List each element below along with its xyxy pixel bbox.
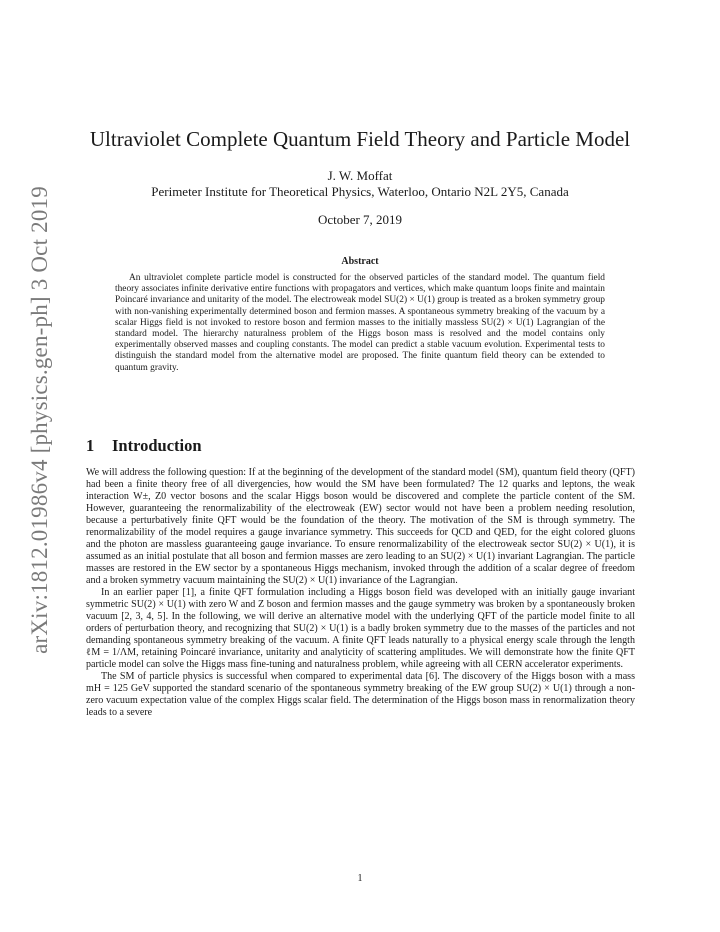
author-affiliation: Perimeter Institute for Theoretical Physics, Waterloo, Ontario N2L 2Y5, Canada (151, 184, 569, 199)
paragraph: In an earlier paper [1], a finite QFT formulation including a Higgs boson field was developed with an initially gauge invariant symmetric SU(2) × U(1) with zero W and Z boson and fermion masses and the gauge symmetry was broken by a spontaneously broken vacuum [2, 3, 4, 5]. In the following, we will derive an alternative model with the underlying QFT of the particle model finite to all orders of perturbation theory, and recognizing that SU(2) × U(1) is a badly broken symmetry due to the masses of the particles and not demanding spontaneous symmetry breaking of the vacuum. A finite QFT leads naturally to a physical energy scale through the length ℓM = 1/ΛM, retaining Poincaré invariance, unitarity and analyticity of scattering amplitudes. We will demonstrate how the finite QFT particle model can solve the Higgs mass fine-tuning and naturalness problem, while agreeing with all CERN accelerator experiments. (86, 587, 635, 670)
paragraph: We will address the following question: If at the beginning of the development of the standard model (SM), quantum field theory (QFT) had been a finite theory free of all divergencies, how would the SM have been formulated? The 12 quarks and leptons, the weak interaction W±, Z0 vector bosons and the scalar Higgs boson would be discovered and complete the particle content of the SM. However, guaranteeing the renormalizability of the electroweak (EW) sector would not have been a problem needing resolution, because a perturbatively finite QFT would be the foundation of the theory. The motivation of the SM is through symmetry. The renormalizability of the model requires a gauge invariance symmetry. This succeeds for QCD and QED, for the eight colored gluons and the photon are massless guaranteeing gauge invariance. To ensure renormalizability of the electroweak sector SU(2) × U(1), it is assumed as an initial postulate that all boson and fermion masses are zero leading to an SU(2) × U(1) invariant Lagrangian. The particle masses are restored in the EW sector by a spontaneous Higgs mechanism, invoked through the addition of a scalar degree of freedom and a broken symmetry vacuum maintaining the SU(2) × U(1) invariance of the Lagrangian. (86, 467, 635, 586)
page-number: 1 (357, 873, 363, 884)
paper-date: October 7, 2019 (317, 212, 403, 227)
abstract-heading: Abstract (341, 256, 379, 267)
paragraph: The SM of particle physics is successful when compared to experimental data [6]. The discovery of the Higgs boson with a mass mH = 125 GeV supported the standard scenario of the spontaneous symmetry breaking of the EW group SU(2) × U(1) through a non-zero vacuum expectation value of the complex Higgs scalar field. The determination of the Higgs boson mass in renormalization theory leads to a severe (86, 671, 635, 718)
section-heading (86, 436, 202, 456)
arxiv-identifier-stamp: arXiv:1812.01986v4 [physics.gen-ph] 3 Oct 2019 (27, 186, 52, 654)
abstract-text: An ultraviolet complete particle model is constructed for the observed particles of the standard model. The quantum field theory associates infinite derivative entire functions with propagators and vertices, which make quantum loops finite and maintain Poincaré invariance and unitarity of the model. The electroweak model SU(2) × U(1) group is treated as a broken symmetry group with non-vanishing experimentally determined boson and fermion masses. A spontaneous symmetry breaking of the vacuum by a scalar Higgs field is not invoked to restore boson and fermion masses to the initially massless SU(2) × U(1) Lagrangian of the standard model. The hierarchy naturalness problem of the Higgs boson mass is resolved and the model contains only experimentally observed masses and coupling constants. The model can predict a stable vacuum evolution. Experimental tests to distinguish the standard model from the alternative model are proposed. The finite quantum field theory can be extended to quantum gravity. (115, 273, 605, 373)
section-number: 1 (86, 436, 95, 455)
paper-title: Ultraviolet Complete Quantum Field Theory and Particle Model (89, 127, 631, 151)
author-name: J. W. Moffat (327, 168, 393, 183)
introduction-body (86, 467, 635, 719)
section-title: Introduction (112, 436, 202, 455)
